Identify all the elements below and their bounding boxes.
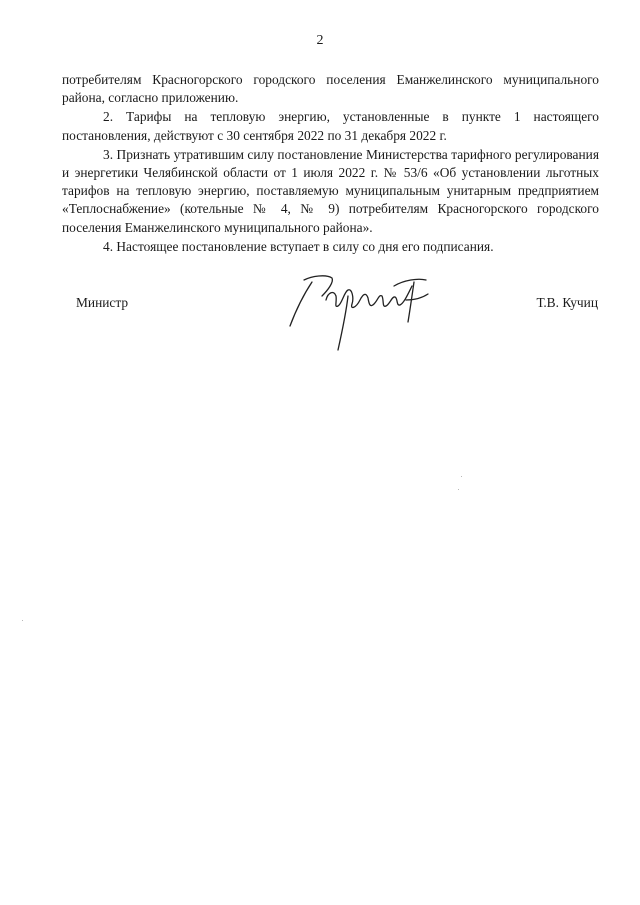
paragraph-continuation: потребителям Красногорского городского поселения Еманжелинского муниципального района, согласно приложению. (62, 72, 599, 106)
signatory-name: Т.В. Кучиц (536, 295, 598, 310)
signatory-title: Министр (76, 295, 129, 310)
paragraph-item-3: 3. Признать утратившим силу постановление Министерства тарифного регулирования и энергетики Челябинской области от 1 июля 2022 г. № 53/6 «Об установлении льготных тарифов на тепловую энергию, поставляемую муниципальным унитарным предприятием «Теплоснабжение» (котельные № 4, № 9) потребителям Красногорского городского поселения Еманжелинского муниципального района». (62, 146, 599, 235)
scan-speck (22, 620, 23, 621)
paragraph-item-4: 4. Настоящее постановление вступает в силу со дня его подписания. (103, 238, 494, 254)
paragraph-item-2: 2. Тарифы на тепловую энергию, установленные в пункте 1 настоящего постановления, действуют с 30 сентября 2022 по 31 декабря 2022 г. (62, 109, 599, 143)
scan-speck (461, 476, 462, 477)
signature-block (0, 294, 640, 364)
document-body (62, 71, 599, 257)
scan-speck (458, 489, 459, 490)
page-number: 2 (316, 33, 324, 48)
handwritten-signature (282, 270, 442, 352)
